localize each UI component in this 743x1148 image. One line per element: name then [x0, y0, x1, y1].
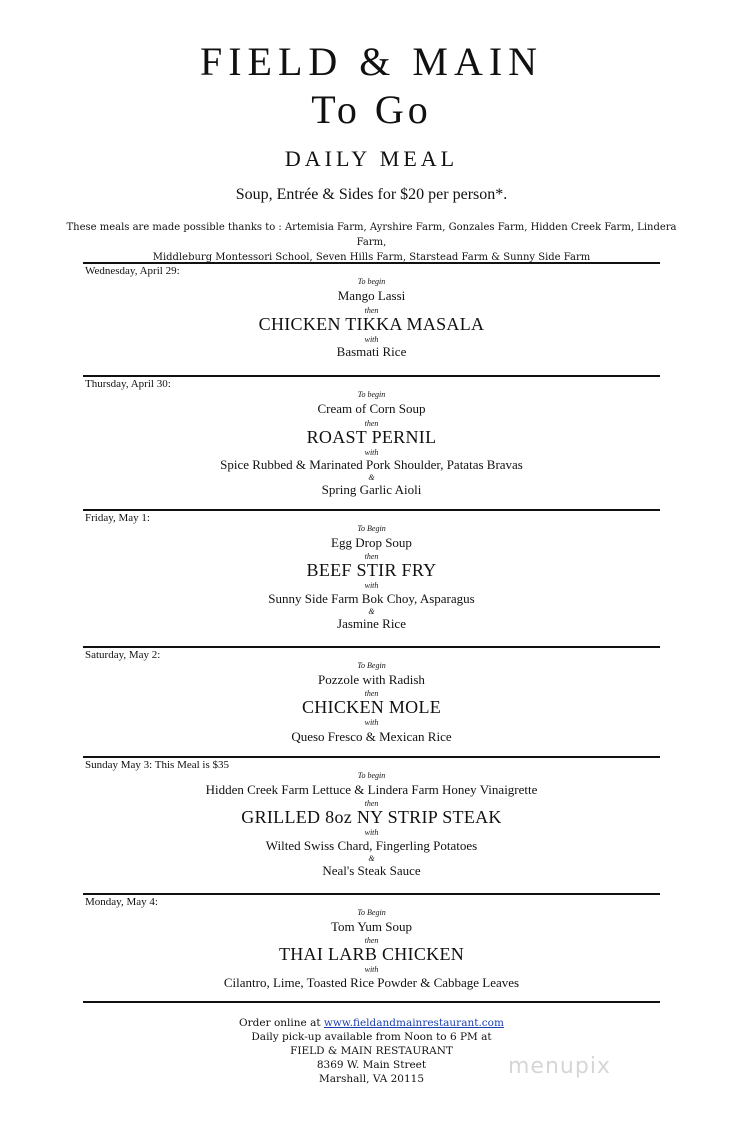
watermark-logo: menupix	[508, 1054, 611, 1079]
day-section-wednesday	[83, 263, 660, 373]
with-label: with	[364, 965, 379, 974]
restaurant-title: FIELD & MAIN	[199, 39, 544, 84]
section-title: DAILY MEAL	[284, 146, 459, 171]
day-label: Thursday, April 30:	[85, 378, 171, 390]
order-online-line	[0, 1016, 743, 1030]
side-dish-2: Jasmine Rice	[337, 616, 406, 631]
street-address: 8369 W. Main Street	[316, 1059, 427, 1071]
thanks-line: Middleburg Montessori School, Seven Hills Farm, Starstead Farm & Sunny Side Farm	[152, 252, 591, 263]
begin-label: To begin	[357, 771, 386, 780]
then-label: then	[364, 799, 379, 808]
main-dish: BEEF STIR FRY	[306, 560, 437, 580]
starter-dish: Tom Yum Soup	[331, 919, 412, 934]
with-label: with	[364, 581, 379, 590]
starter-dish: Hidden Creek Farm Lettuce & Lindera Farm Honey Vinaigrette	[205, 782, 538, 797]
city-address: Marshall, VA 20115	[318, 1073, 425, 1085]
main-dish: CHICKEN MOLE	[301, 697, 442, 717]
day-label: Wednesday, April 29:	[85, 265, 180, 277]
main-dish: ROAST PERNIL	[306, 427, 437, 447]
day-section-thursday	[83, 376, 660, 506]
main-dish: GRILLED 8oz NY STRIP STEAK	[241, 807, 502, 827]
with-label: with	[364, 335, 379, 344]
day-label: Friday, May 1:	[85, 512, 150, 524]
pickup-info: Daily pick-up available from Noon to 6 PM at	[251, 1031, 492, 1043]
side-dish: Cilantro, Lime, Toasted Rice Powder & Cabbage Leaves	[223, 975, 520, 990]
ampersand-label: &	[368, 473, 375, 482]
side-dish: Wilted Swiss Chard, Fingerling Potatoes	[265, 838, 478, 853]
day-section-saturday	[83, 647, 660, 755]
with-label: with	[364, 448, 379, 457]
side-dish: Basmati Rice	[336, 344, 407, 359]
restaurant-name: FIELD & MAIN RESTAURANT	[290, 1045, 453, 1057]
with-label: with	[364, 828, 379, 837]
begin-label: To begin	[357, 390, 386, 399]
then-label: then	[364, 689, 379, 698]
side-dish: Sunny Side Farm Bok Choy, Asparagus	[268, 591, 475, 606]
menu-subtitle: To Go	[311, 87, 432, 132]
with-label: with	[364, 718, 379, 727]
divider	[83, 1001, 660, 1003]
side-dish-2: Spring Garlic Aioli	[321, 482, 422, 497]
day-section-monday	[83, 894, 660, 1000]
begin-label: To Begin	[357, 661, 386, 670]
main-dish: THAI LARB CHICKEN	[278, 944, 465, 964]
then-label: then	[364, 936, 379, 945]
starter-dish: Pozzole with Radish	[318, 672, 425, 687]
side-dish: Queso Fresco & Mexican Rice	[291, 729, 452, 744]
day-label: Sunday May 3: This Meal is $35	[85, 759, 230, 771]
side-dish-2: Neal's Steak Sauce	[322, 863, 421, 878]
then-label: then	[364, 306, 379, 315]
starter-dish: Egg Drop Soup	[331, 535, 412, 550]
day-section-sunday	[83, 757, 660, 893]
day-section-friday	[83, 510, 660, 644]
begin-label: To Begin	[357, 524, 386, 533]
order-online-text: Order online at	[239, 1017, 324, 1029]
main-dish: CHICKEN TIKKA MASALA	[258, 314, 485, 334]
footer	[0, 1016, 743, 1086]
side-dish: Spice Rubbed & Marinated Pork Shoulder, Patatas Bravas	[220, 457, 523, 472]
ampersand-label: &	[368, 607, 375, 616]
day-label: Monday, May 4:	[85, 896, 158, 908]
thanks-note	[60, 220, 683, 265]
begin-label: To Begin	[357, 908, 386, 917]
ampersand-label: &	[368, 854, 375, 863]
day-label: Saturday, May 2:	[85, 649, 161, 661]
website-link[interactable]: www.fieldandmainrestaurant.com	[323, 1017, 504, 1029]
starter-dish: Cream of Corn Soup	[317, 401, 426, 416]
price-line: Soup, Entrée & Sides for $20 per person*.	[235, 186, 508, 203]
thanks-line: These meals are made possible thanks to : Artemisia Farm, Ayrshire Farm, Gonzales Farm, Hidden Creek Farm, Lindera Farm,	[66, 222, 677, 248]
begin-label: To begin	[357, 277, 386, 286]
then-label: then	[364, 552, 379, 561]
then-label: then	[364, 419, 379, 428]
starter-dish: Mango Lassi	[337, 288, 406, 303]
